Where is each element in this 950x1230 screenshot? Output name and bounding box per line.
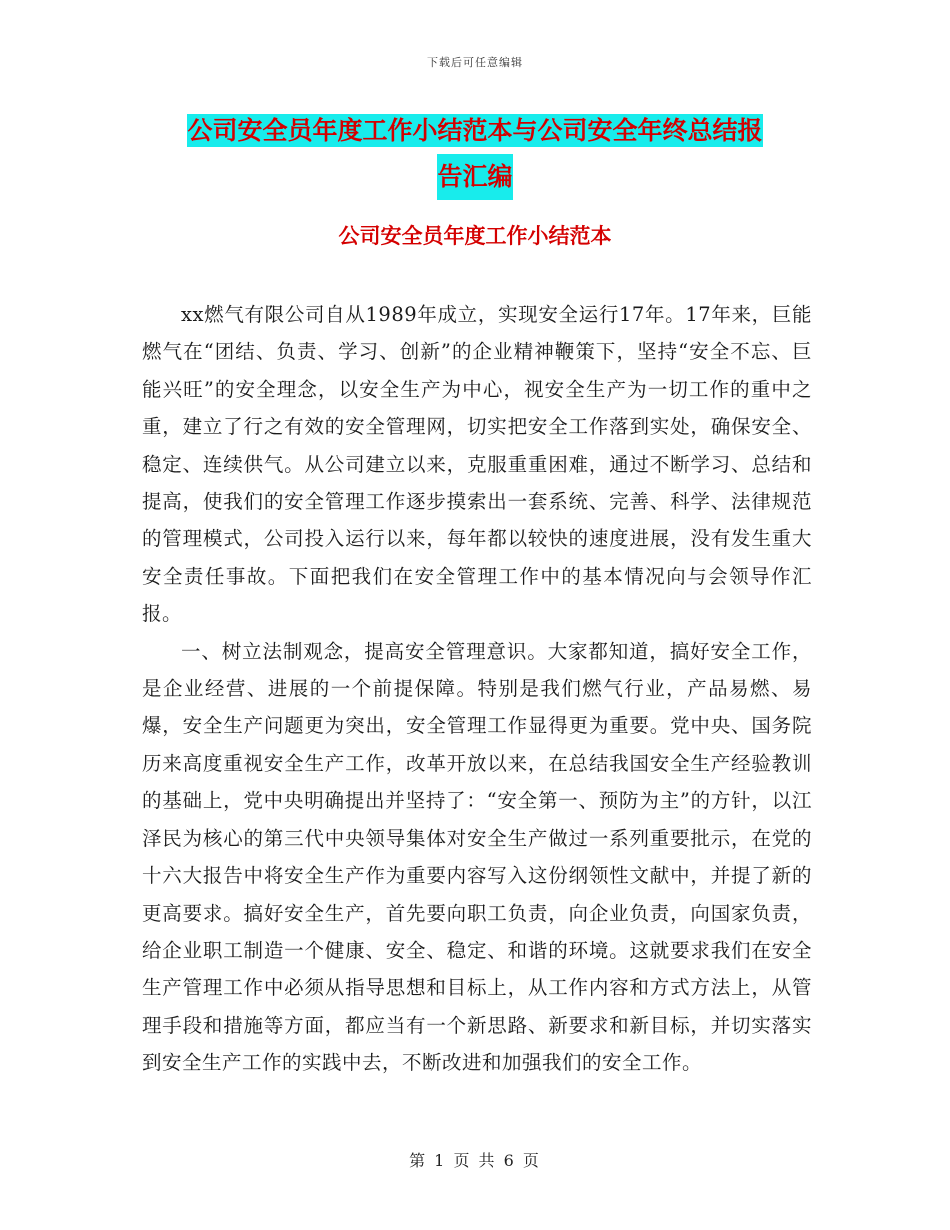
page-number: 第 1 页 共 6 页: [409, 1151, 541, 1170]
document-title-line2: 告汇编: [437, 154, 512, 200]
body-text: [142, 296, 812, 1082]
document-title-line1: 公司安全员年度工作小结范本与公司安全年终总结报: [187, 116, 763, 145]
paragraph: 一、树立法制观念，提高安全管理意识。大家都知道，搞好安全工作，是企业经营、进展的一个前提保障。特别是我们燃气行业，产品易燃、易爆，安全生产问题更为突出，安全管理工作显得更为重要。党中央、国务院历来高度重视安全生产工作，改革开放以来，在总结我国安全生产经验教训的基础上，党中央明确提出并坚持了：“安全第一、预防为主”的方针，以江泽民为核心的第三代中央领导集体对安全生产做过一系列重要批示，在党的十六大报告中将安全生产作为重要内容写入这份纲领性文献中，并提了新的更高要求。搞好安全生产，首先要向职工负责，向企业负责，向国家负责，给企业职工制造一个健康、安全、稳定、和谐的环境。这就要求我们在安全生产管理工作中必须从指导思想和目标上，从工作内容和方式方法上，从管理手段和措施等方面，都应当有一个新思路、新要求和新目标，并切实落实到安全生产工作的实践中去，不断改进和加强我们的安全工作。: [142, 639, 812, 1075]
document-title: [0, 110, 950, 200]
header-note: 下载后可任意编辑: [427, 56, 523, 69]
section-title: 公司安全员年度工作小结范本: [338, 224, 612, 248]
paragraph: xx燃气有限公司自从1989年成立，实现安全运行17年。17年来，巨能燃气在“团结、负责、学习、创新”的企业精神鞭策下，坚持“安全不忘、巨能兴旺”的安全理念，以安全生产为中心，视安全生产为一切工作的重中之重，建立了行之有效的安全管理网，切实把安全工作落到实处，确保安全、稳定、连续供气。从公司建立以来，克服重重困难，通过不断学习、总结和提高，使我们的安全管理工作逐步摸索出一套系统、完善、科学、法律规范的管理模式，公司投入运行以来，每年都以较快的速度进展，没有发生重大安全责任事故。下面把我们在安全管理工作中的基本情况向与会领导作汇报。: [142, 303, 812, 626]
